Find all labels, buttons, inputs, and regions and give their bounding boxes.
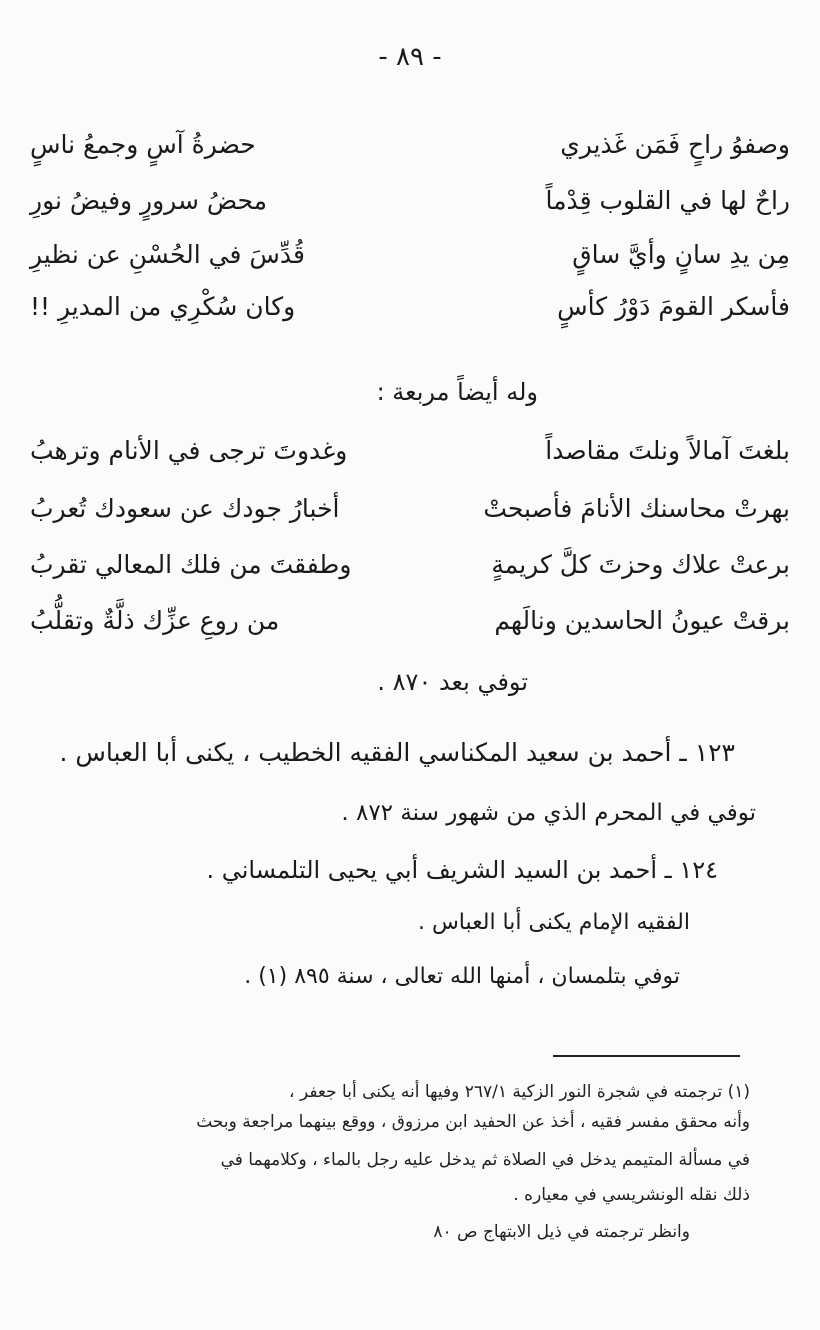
- entry-123-heading: ١٢٣ ـ أحمد بن سعيد المكناسي الفقيه الخطيب ، يكنى أبا العباس .: [59, 738, 735, 767]
- entry-123-death: توفي في المحرم الذي من شهور سنة ٨٧٢ .: [341, 800, 756, 826]
- entry-124-death: توفي بتلمسان ، أمنها الله تعالى ، سنة ٨٩٥ (١) .: [244, 964, 680, 989]
- poem-verse: [30, 186, 790, 215]
- poem-verse: [30, 130, 790, 159]
- entry-124-heading: ١٢٤ ـ أحمد بن السيد الشريف أبي يحيى التلمساني .: [206, 856, 718, 884]
- verse-first-hemistich: راحٌ لها في القلوب قِدْماً: [545, 186, 790, 215]
- verse-second-hemistich: وغدوتَ ترجى في الأنام وترهبُ: [30, 436, 348, 465]
- verse-second-hemistich: وكان سُكْرِي من المديرِ !!: [30, 292, 296, 321]
- footnote-line: وأنه محقق مفسر فقيه ، أخذ عن الحفيد ابن مرزوق ، ووقع بينهما مراجعة وبحث: [196, 1112, 750, 1132]
- verse-first-hemistich: مِن يدِ سانٍ وأيَّ ساقٍ: [572, 240, 790, 269]
- footnote-line: وانظر ترجمته في ذيل الابتهاج ص ٨٠: [433, 1222, 690, 1242]
- footnote-line: في مسألة المتيمم يدخل في الصلاة ثم يدخل عليه رجل بالماء ، وكلامهما في: [220, 1150, 750, 1170]
- poem-intro: وله أيضاً مربعة :: [376, 378, 538, 406]
- death-date-line: توفي بعد ٨٧٠ .: [377, 668, 528, 696]
- verse-second-hemistich: أخبارُ جودك عن سعودك تُعربُ: [30, 494, 340, 523]
- poem-verse: [30, 292, 790, 321]
- verse-first-hemistich: بهرتْ محاسنك الأنامَ فأصبحتْ: [483, 494, 790, 523]
- verse-first-hemistich: وصفوُ راحٍ فَمَن غَذيري: [560, 130, 790, 159]
- footnote-line: ذلك نقله الونشريسي في معياره .: [513, 1185, 750, 1205]
- footnote-divider: [553, 1055, 740, 1057]
- verse-first-hemistich: فأسكر القومَ دَوْرُ كأسٍ: [557, 292, 790, 321]
- quatrain-verse: [30, 550, 790, 579]
- verse-first-hemistich: برقتْ عيونُ الحاسدين ونالَهم: [494, 606, 790, 635]
- verse-second-hemistich: محضُ سرورٍ وفيضُ نورِ: [30, 186, 268, 215]
- page-number: - ٨٩ -: [378, 42, 442, 72]
- verse-second-hemistich: حضرةُ آسٍ وجمعُ ناسٍ: [30, 130, 256, 159]
- quatrain-verse: [30, 606, 790, 635]
- footnote-line: (١) ترجمته في شجرة النور الزكية ٢٦٧/١ وفيها أنه يكنى أبا جعفر ،: [289, 1082, 750, 1102]
- verse-first-hemistich: برعتْ علاك وحزتَ كلَّ كريمةٍ: [491, 550, 790, 579]
- verse-second-hemistich: قُدِّسَ في الحُسْنِ عن نظيرِ: [30, 240, 305, 269]
- entry-124-description: الفقيه الإمام يكنى أبا العباس .: [417, 910, 690, 935]
- verse-second-hemistich: من روعِ عزِّك ذلَّةٌ وتقلُّبُ: [30, 606, 280, 635]
- poem-verse: [30, 240, 790, 269]
- quatrain-verse: [30, 494, 790, 523]
- quatrain-verse: [30, 436, 790, 465]
- verse-second-hemistich: وطفقتَ من فلك المعالي تقربُ: [30, 550, 352, 579]
- verse-first-hemistich: بلغتَ آمالاً ونلتَ مقاصداً: [545, 436, 790, 465]
